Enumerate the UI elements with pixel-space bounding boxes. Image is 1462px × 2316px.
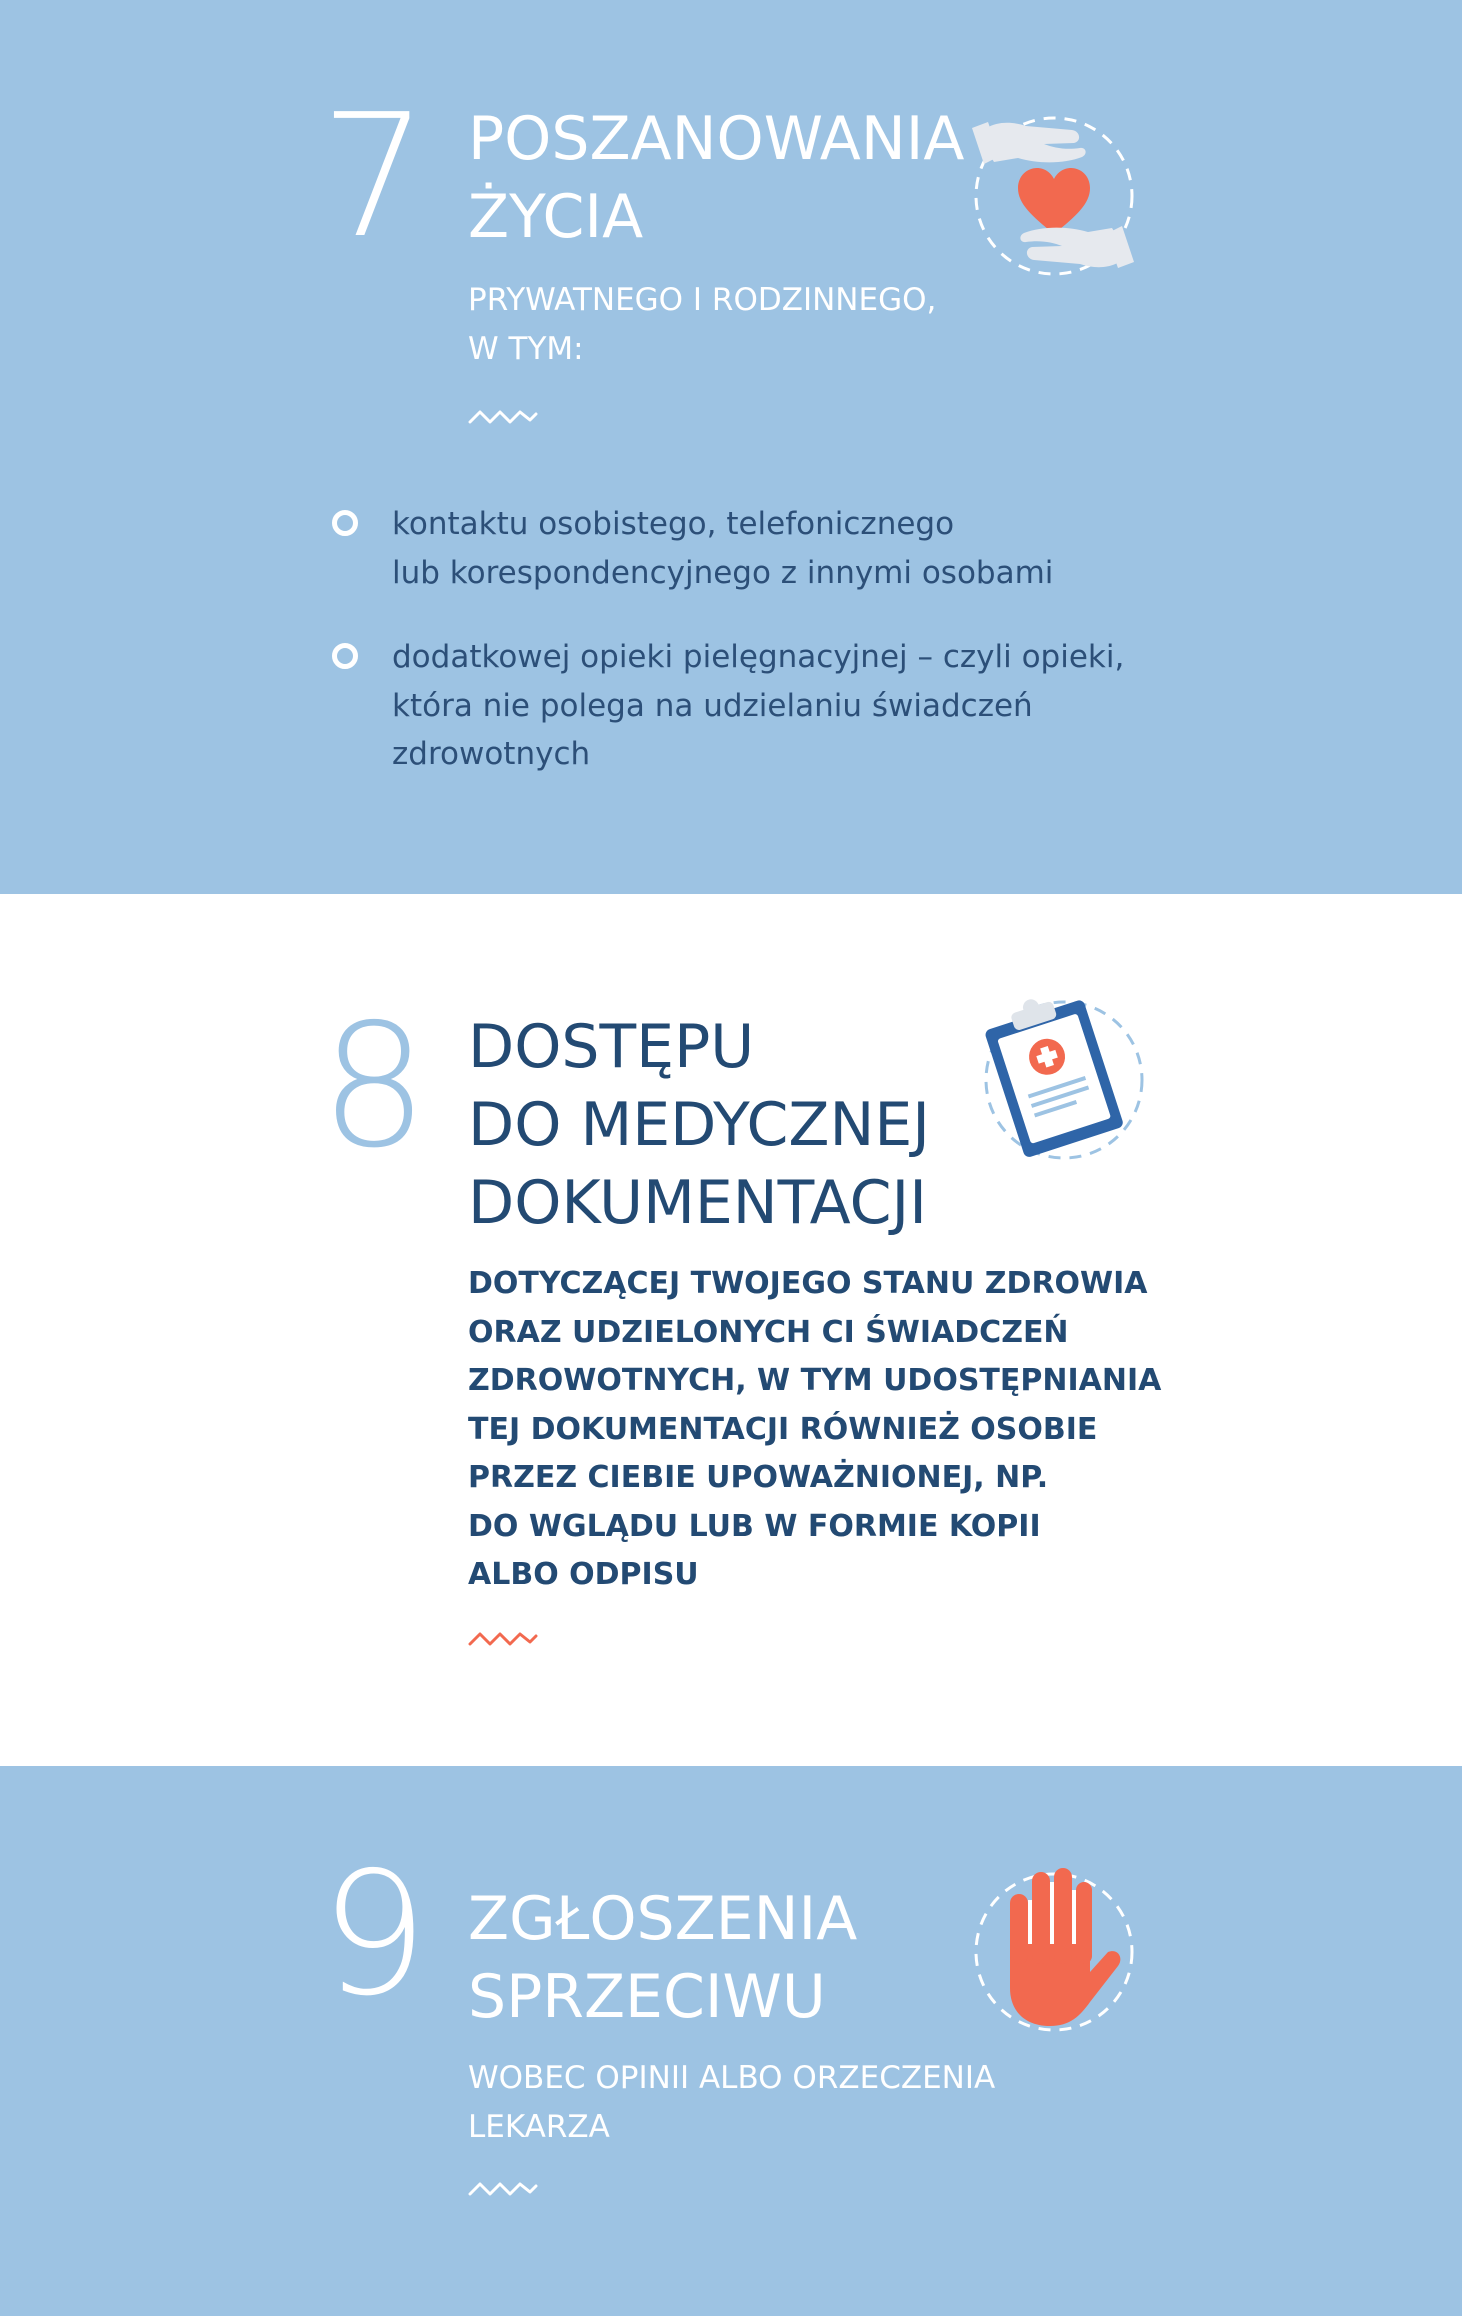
section-7 bbox=[0, 0, 1462, 894]
subtitle-line: LEKARZA bbox=[468, 2108, 610, 2145]
section-9 bbox=[0, 1766, 1462, 2316]
subtitle-line: ZDROWOTNYCH, W TYM UDOSTĘPNIANIA bbox=[468, 1363, 1162, 1398]
title-line: POSZANOWANIA bbox=[468, 104, 965, 174]
section-number: 9 bbox=[320, 1836, 429, 2034]
medical-clipboard-icon bbox=[972, 990, 1147, 1165]
hands-heart-icon bbox=[968, 108, 1138, 283]
title-line: DO MEDYCZNEJ bbox=[468, 1090, 930, 1160]
subtitle-line: DOTYCZĄCEJ TWOJEGO STANU ZDROWIA bbox=[468, 1266, 1148, 1301]
section-title bbox=[468, 1880, 857, 2036]
title-line: ŻYCIA bbox=[468, 182, 644, 252]
subtitle-line: ORAZ UDZIELONYCH CI ŚWIADCZEŃ bbox=[468, 1314, 1069, 1350]
title-line: SPRZECIWU bbox=[468, 1962, 826, 2032]
bullet-list bbox=[330, 500, 1130, 815]
section-number: 8 bbox=[320, 988, 429, 1186]
section-subtitle bbox=[468, 2054, 995, 2151]
bullet-line: dodatkowej opieki pielęgnacyjnej – czyli opieki, bbox=[392, 639, 1125, 675]
zigzag-divider-icon bbox=[468, 406, 538, 426]
zigzag-divider-icon bbox=[468, 2178, 538, 2198]
section-subtitle bbox=[468, 1260, 1161, 1600]
subtitle-line: PRYWATNEGO I RODZINNEGO, bbox=[468, 282, 937, 318]
title-line: DOKUMENTACJI bbox=[468, 1168, 927, 1238]
bullet-line: zdrowotnych bbox=[392, 736, 591, 772]
bullet-text bbox=[392, 633, 1130, 779]
section-number: 7 bbox=[320, 78, 429, 276]
subtitle-line: PRZEZ CIEBIE UPOWAŻNIONEJ, NP. bbox=[468, 1460, 1049, 1495]
title-line: DOSTĘPU bbox=[468, 1012, 755, 1082]
bullet-text bbox=[392, 500, 1130, 597]
list-item bbox=[330, 500, 1130, 597]
subtitle-line: ALBO ODPISU bbox=[468, 1557, 699, 1592]
raised-hand-icon bbox=[968, 1860, 1140, 2032]
subtitle-line: TEJ DOKUMENTACJI RÓWNIEŻ OSOBIE bbox=[468, 1411, 1098, 1447]
subtitle-line: W TYM: bbox=[468, 330, 584, 367]
bullet-line: która nie polega na udzielaniu świadczeń bbox=[392, 687, 1033, 724]
section-title bbox=[468, 1008, 930, 1242]
subtitle-line: WOBEC OPINII ALBO ORZECZENIA bbox=[468, 2060, 996, 2096]
section-title bbox=[468, 100, 964, 256]
bullet-circle-icon bbox=[332, 643, 358, 669]
list-item bbox=[330, 633, 1130, 779]
section-subtitle bbox=[468, 276, 936, 373]
zigzag-divider-icon bbox=[468, 1628, 538, 1648]
bullet-line: lub korespondencyjnego z innymi osobami bbox=[392, 554, 1054, 591]
section-8 bbox=[0, 894, 1462, 1766]
title-line: ZGŁOSZENIA bbox=[468, 1884, 858, 1954]
bullet-line: kontaktu osobistego, telefonicznego bbox=[392, 506, 955, 542]
subtitle-line: DO WGLĄDU LUB W FORMIE KOPII bbox=[468, 1508, 1041, 1544]
bullet-circle-icon bbox=[332, 510, 358, 536]
